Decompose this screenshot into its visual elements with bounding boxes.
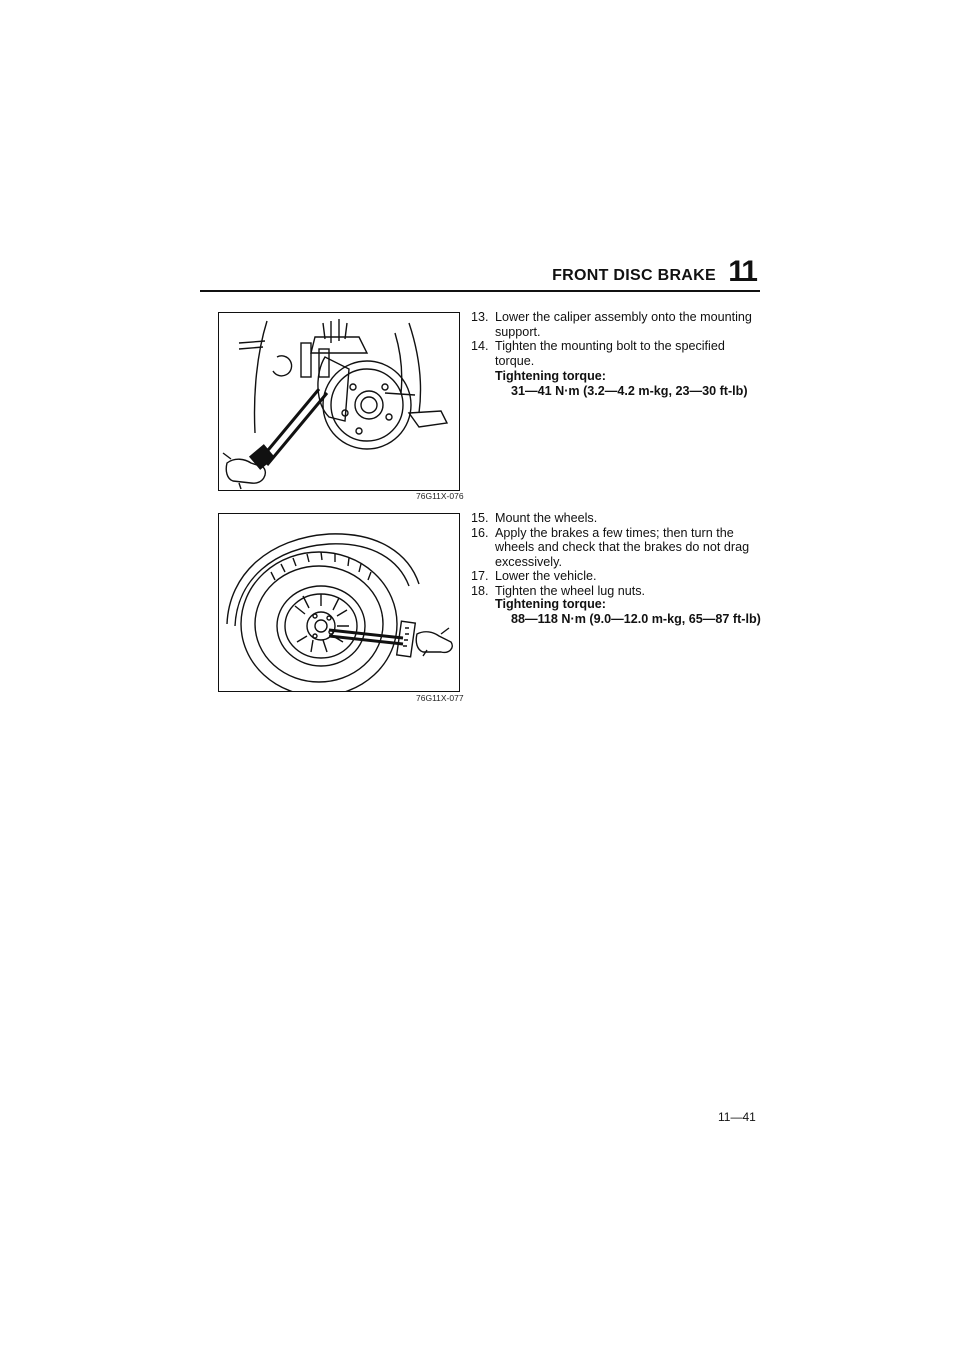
torque-spec-2	[495, 597, 765, 626]
figure-2-caption: 76G11X-077	[416, 693, 464, 703]
torque-spec-1	[495, 369, 765, 398]
torque-value: 31—41 N·m (3.2—4.2 m-kg, 23—30 ft-lb)	[511, 383, 748, 398]
list-item: 17. Lower the vehicle.	[471, 569, 597, 583]
torque-label: Tightening torque:	[495, 369, 606, 383]
wheel-figure	[218, 513, 460, 692]
section-number: 11	[728, 255, 756, 288]
list-item: 16. Apply the brakes a few times; then turn the wheels and check that the brakes do not drag excessively.	[471, 525, 750, 569]
page-header	[200, 252, 760, 292]
steps-list-2	[471, 511, 761, 598]
figure-1-caption: 76G11X-076	[416, 491, 464, 501]
page-number: 11—41	[718, 1110, 756, 1124]
list-item: 13. Lower the caliper assembly onto the mounting support.	[471, 310, 752, 339]
torque-value: 88—118 N·m (9.0—12.0 m-kg, 65—87 ft-lb)	[511, 611, 761, 626]
list-item: 15. Mount the wheels.	[471, 511, 598, 525]
wheel-lug-nut-torque-wrench-illustration	[219, 514, 459, 691]
list-item: 18. Tighten the wheel lug nuts.	[471, 583, 646, 598]
steps-list-1	[471, 310, 761, 368]
section-title: FRONT DISC BRAKE	[552, 267, 716, 284]
caliper-figure	[218, 312, 460, 491]
torque-label: Tightening torque:	[495, 597, 606, 611]
caliper-torque-wrench-illustration	[219, 313, 459, 490]
list-item: 14. Tighten the mounting bolt to the specified torque.	[471, 339, 725, 368]
